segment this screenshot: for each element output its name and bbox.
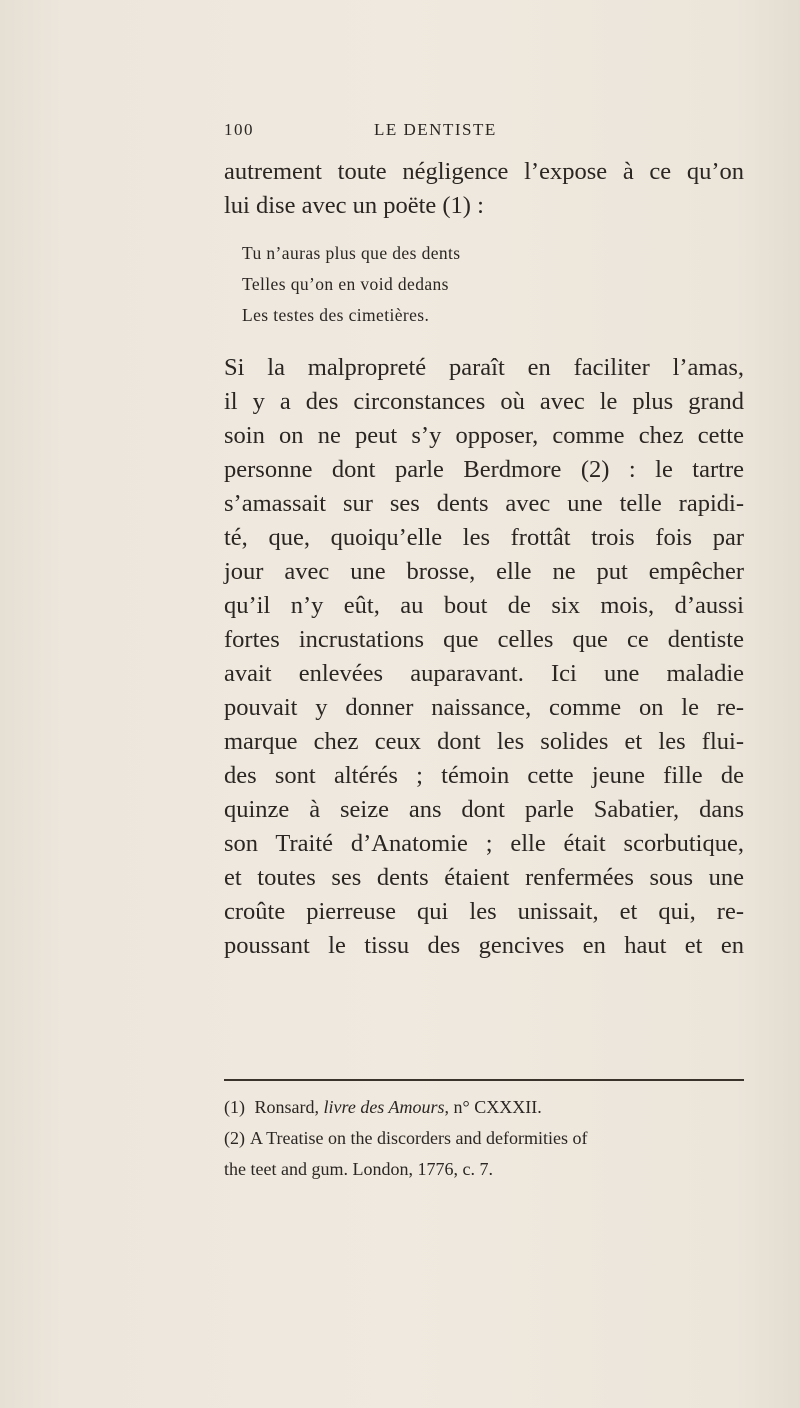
running-title: LE DENTISTE bbox=[374, 120, 497, 139]
text-line: pouvait y donner naissance, comme on le re- bbox=[224, 694, 744, 721]
footnote-2-continued: the teet and gum. London, 1776, c. 7. bbox=[224, 1159, 493, 1179]
verse-line: Les testes des cimetières. bbox=[242, 305, 430, 325]
text-line: té, que, quoiqu’elle les frottât trois fois par bbox=[224, 524, 744, 551]
verse-line: Telles qu’on en void dedans bbox=[242, 274, 449, 294]
verse-quotation bbox=[242, 238, 744, 331]
verse-line: Tu n’auras plus que des dents bbox=[242, 243, 461, 263]
text-line: marque chez ceux dont les solides et les flui- bbox=[224, 728, 744, 755]
footnote-marker: (1) bbox=[224, 1097, 245, 1117]
text-line: s’amassait sur ses dents avec une telle rapidi- bbox=[224, 490, 744, 517]
body-text bbox=[224, 155, 744, 963]
text-line: Si la malpropreté paraît en faciliter l’amas, bbox=[224, 354, 744, 381]
text-line: quinze à seize ans dont parle Sabatier, dans bbox=[224, 796, 744, 823]
footnote-author: Ronsard, bbox=[254, 1097, 319, 1117]
footnote-work-title: livre des Amours bbox=[323, 1097, 445, 1117]
text-line: soin on ne peut s’y opposer, comme chez cette bbox=[224, 422, 744, 449]
text-line: jour avec une brosse, elle ne put empêcher bbox=[224, 558, 744, 585]
text-line: des sont altérés ; témoin cette jeune fille de bbox=[224, 762, 744, 789]
footnotes bbox=[224, 1092, 754, 1185]
text-line: et toutes ses dents étaient renfermées sous une bbox=[224, 864, 744, 891]
page-header bbox=[224, 120, 744, 146]
footnote-reference: , n° CXXXII. bbox=[444, 1097, 542, 1117]
text-line: il y a des circonstances où avec le plus grand bbox=[224, 388, 744, 415]
text-line: fortes incrustations que celles que ce dentiste bbox=[224, 626, 744, 653]
page-number: 100 bbox=[224, 120, 254, 139]
text-line: avait enlevées auparavant. Ici une maladie bbox=[224, 660, 744, 687]
text-line: qu’il n’y eût, au bout de six mois, d’aussi bbox=[224, 592, 744, 619]
text-line: croûte pierreuse qui les unissait, et qui, re- bbox=[224, 898, 744, 925]
text-line: autrement toute négligence l’expose à ce qu’on bbox=[224, 158, 744, 185]
text-line: poussant le tissu des gencives en haut et en bbox=[224, 932, 744, 959]
footnote-separator bbox=[224, 1079, 744, 1081]
text-line: lui dise avec un poëte (1) : bbox=[224, 192, 484, 219]
footnote-1 bbox=[224, 1092, 754, 1123]
text-line: son Traité d’Anatomie ; elle était scorbutique, bbox=[224, 830, 744, 857]
footnote-text: A Treatise on the discorders and deformities of bbox=[250, 1128, 588, 1148]
text-line: personne dont parle Berdmore (2) : le tartre bbox=[224, 456, 744, 483]
footnote-marker: (2) bbox=[224, 1128, 245, 1148]
footnote-2 bbox=[224, 1123, 754, 1154]
